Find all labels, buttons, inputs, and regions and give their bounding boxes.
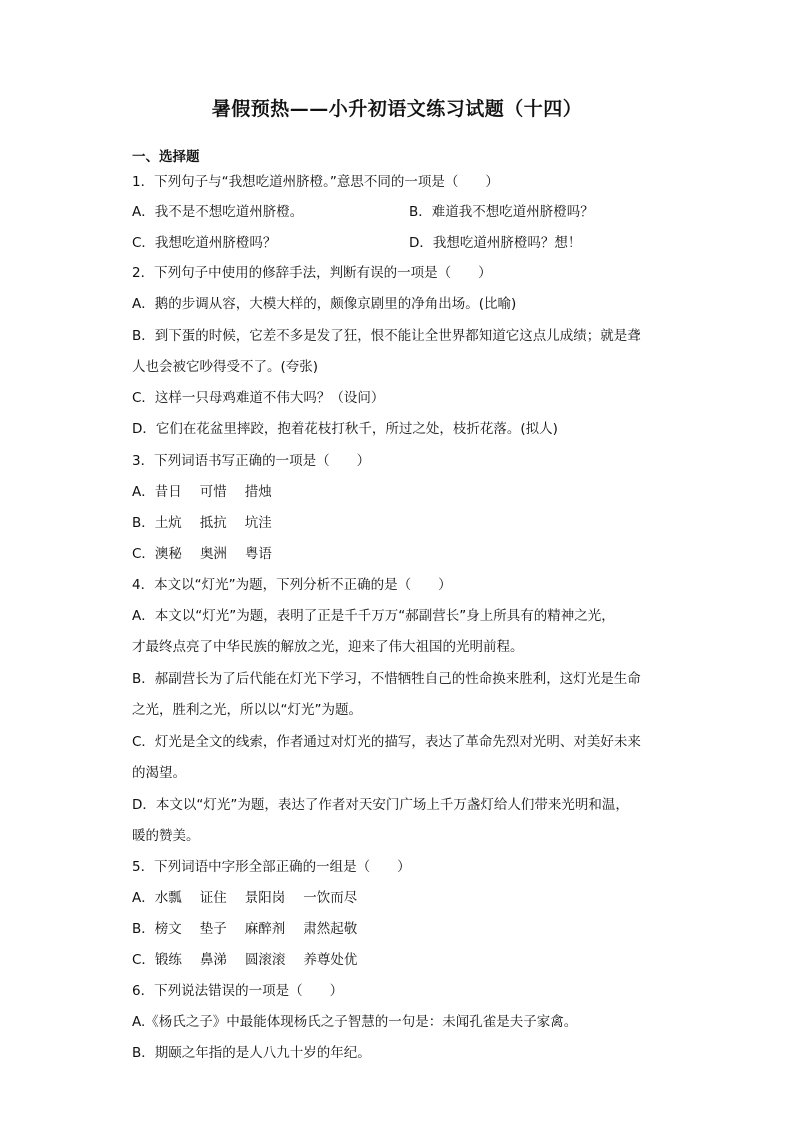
word: 可惜 xyxy=(199,484,227,500)
question-4-option-d-line2: 暖的赞美。 xyxy=(132,828,200,844)
question-6-option-a: A.《杨氏之子》中最能体现杨氏之子智慧的一句是：未闻孔雀是夫子家禽。 xyxy=(132,1014,578,1030)
question-3-option-c xyxy=(132,544,272,564)
question-1-option-b: B．难道我不想吃道州脐橙吗？ xyxy=(409,204,594,220)
question-4-option-c-line1: C．灯光是全文的线索，作者通过对灯光的描写，表达了革命先烈对光明、对美好未来 xyxy=(132,734,641,750)
question-1-option-d: D．我想吃道州脐橙吗？想！ xyxy=(409,235,582,251)
question-5-option-b xyxy=(132,919,357,939)
word: 圆滚滚 xyxy=(244,952,286,968)
word: 养尊处优 xyxy=(303,952,358,968)
question-1-option-a: A．我不是不想吃道州脐橙。 xyxy=(132,204,304,220)
word: B．榜文 xyxy=(132,921,182,937)
question-2-stem: 2．下列句子中使用的修辞手法，判断有误的一项是（ ） xyxy=(132,265,492,281)
question-2-option-d: D．它们在花盆里摔跤，抱着花枝打秋千，所过之处，枝折花落。(拟人) xyxy=(132,421,558,437)
word: A．水瓢 xyxy=(132,890,182,906)
question-6-stem: 6．下列说法错误的一项是（ ） xyxy=(132,983,344,999)
word: 麻醉剂 xyxy=(244,921,286,937)
question-3-option-b xyxy=(132,513,272,533)
word: 措烛 xyxy=(244,484,272,500)
word: 粤语 xyxy=(244,546,272,562)
question-1-option-c: C．我想吃道州脐橙吗？ xyxy=(132,235,277,251)
word: B．土炕 xyxy=(132,515,182,531)
question-1-stem: 1．下列句子与“我想吃道州脐橙。”意思不同的一项是（ ） xyxy=(132,174,499,190)
question-4-option-a-line1: A．本文以“灯光”为题，表明了正是千千万万“郝副营长”身上所具有的精神之光， xyxy=(132,608,615,624)
question-5-option-a xyxy=(132,888,357,908)
word: C．锻练 xyxy=(132,952,182,968)
question-4-stem: 4．本文以“灯光”为题，下列分析不正确的是（ ） xyxy=(132,577,452,593)
question-6-option-b: B．期颐之年指的是人八九十岁的年纪。 xyxy=(132,1045,371,1061)
section-heading: 一、选择题 xyxy=(132,149,200,165)
question-5-option-c xyxy=(132,950,357,970)
word: 奥洲 xyxy=(199,546,227,562)
page-title: 暑假预热——小升初语文练习试题（十四） xyxy=(211,98,583,120)
word: 鼻涕 xyxy=(199,952,227,968)
question-2-option-b-line2: 人也会被它吵得受不了。(夸张) xyxy=(132,359,319,375)
question-2-option-b-line1: B．到下蛋的时候，它差不多是发了狂，恨不能让全世界都知道它这点儿成绩；就是聋 xyxy=(132,328,641,344)
word: 证住 xyxy=(199,890,227,906)
question-4-option-b-line2: 之光，胜利之光，所以以“灯光”为题。 xyxy=(132,702,362,718)
word: 抵抗 xyxy=(199,515,227,531)
question-4-option-a-line2: 才最终点亮了中华民族的解放之光，迎来了伟大祖国的光明前程。 xyxy=(132,639,524,655)
question-2-option-a: A．鹅的步调从容，大模大样的，颇像京剧里的净角出场。(比喻) xyxy=(132,296,517,312)
word: 一饮而尽 xyxy=(303,890,358,906)
question-2-option-c: C．这样一只母鸡难道不伟大吗？（设问） xyxy=(132,390,385,406)
word: C．澳秘 xyxy=(132,546,182,562)
word: 景阳岗 xyxy=(244,890,286,906)
question-4-option-c-line2: 的渴望。 xyxy=(132,765,186,781)
question-5-stem: 5．下列词语中字形全部正确的一组是（ ） xyxy=(132,859,411,875)
word: A．昔日 xyxy=(132,484,182,500)
word: 垫子 xyxy=(199,921,227,937)
question-3-option-a xyxy=(132,482,272,502)
word: 肃然起敬 xyxy=(303,921,358,937)
word: 坑洼 xyxy=(244,515,272,531)
question-4-option-d-line1: D．本文以“灯光”为题，表达了作者对天安门广场上千万盏灯给人们带来光明和温， xyxy=(132,797,629,813)
question-4-option-b-line1: B．郝副营长为了后代能在灯光下学习，不惜牺牲自己的性命换来胜利，这灯光是生命 xyxy=(132,671,641,687)
question-3-stem: 3．下列词语书写正确的一项是（ ） xyxy=(132,453,371,469)
